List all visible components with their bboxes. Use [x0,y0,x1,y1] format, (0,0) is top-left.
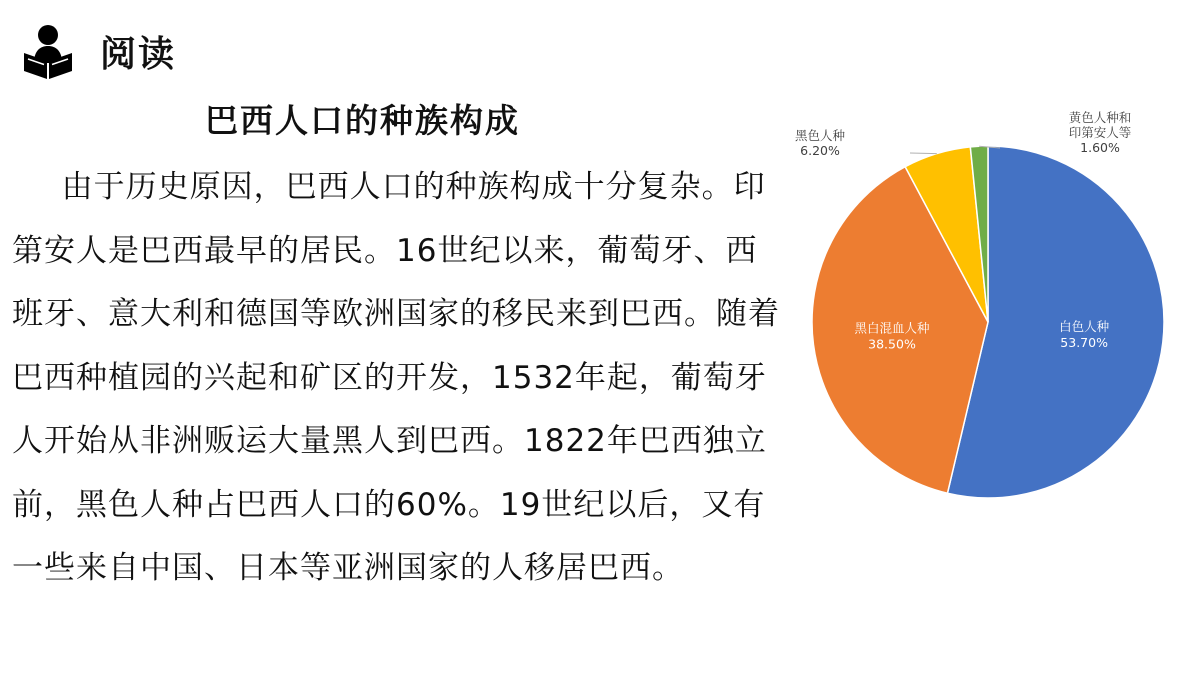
reading-person-icon [20,21,76,81]
article-body [12,156,782,601]
slice-label-1: 黑白混血人种 38.50% [854,320,930,352]
article-paragraph: 由于历史原因，巴西人口的种族构成十分复杂。印第安人是巴西最早的居民。16世纪以来，葡萄牙、西班牙、意大利和德国等欧洲国家的移民来到巴西。随着巴西种植园的兴起和矿区的开发，1532年起，葡萄牙人开始从非洲贩运大量黑人到巴西。1822年巴西独立前，黑色人种占巴西人口的60%。19世纪以后，又有一些来自中国、日本等亚洲国家的人移居巴西。 [12,169,780,586]
pie-chart-canvas [760,100,1200,520]
race-composition-pie-chart [760,100,1200,520]
leader-line-2 [910,153,937,154]
section-title: 阅读 [100,33,177,75]
slice-label-3: 黄色人种和印第安人等 1.60% [1068,110,1132,155]
slice-label-0: 白色人种 53.70% [1059,319,1110,351]
slice-label-2: 黑色人种 6.20% [794,128,846,158]
article-title: 巴西人口的种族构成 [205,101,520,140]
section-header [20,20,176,82]
